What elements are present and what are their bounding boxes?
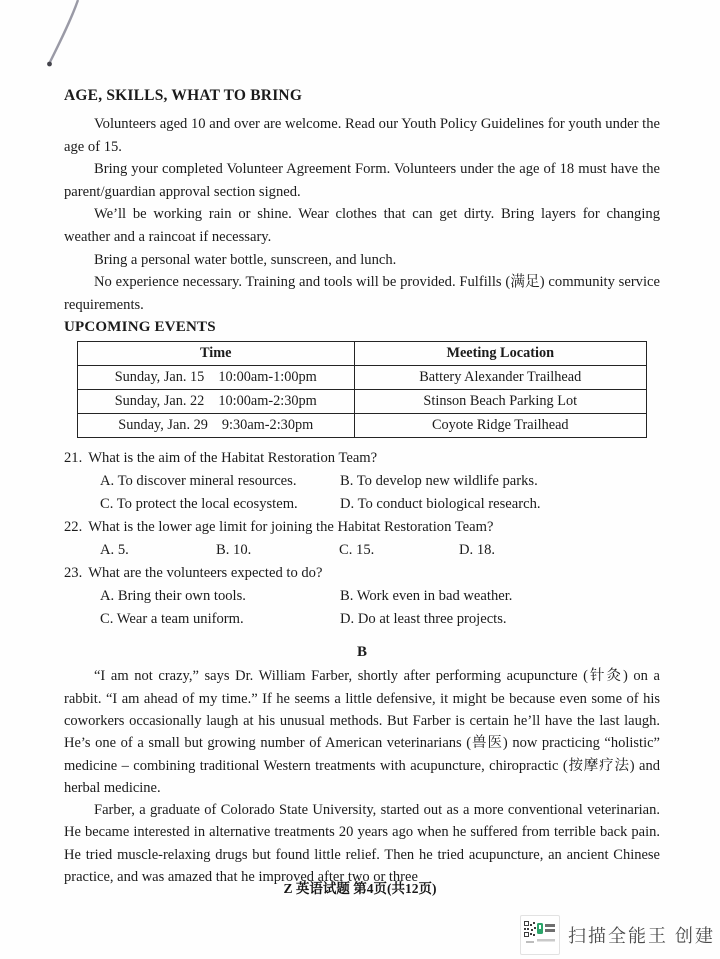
watermark-text: 扫描全能王 创建 xyxy=(568,926,716,946)
option-c: C. 15. xyxy=(339,542,375,559)
option-b: B. 10. xyxy=(216,542,252,559)
time-cell xyxy=(78,366,355,390)
table-row xyxy=(78,366,647,390)
event-time: 10:00am-2:30pm xyxy=(218,393,317,410)
section-heading: AGE, SKILLS, WHAT TO BRING xyxy=(64,87,303,104)
passage-b-label: B xyxy=(356,644,367,661)
question-text xyxy=(64,562,660,585)
event-time: 10:00am-1:00pm xyxy=(218,369,317,386)
event-date: Sunday, Jan. 29 xyxy=(118,417,208,434)
question-stem: What are the volunteers expected to do? xyxy=(88,565,323,582)
table-row xyxy=(78,390,647,414)
questions-block xyxy=(64,447,660,631)
events-heading: UPCOMING EVENTS xyxy=(64,319,216,336)
option-d: D. To conduct biological research. xyxy=(340,496,541,513)
camscanner-qr-icon xyxy=(520,915,560,955)
event-date: Sunday, Jan. 15 xyxy=(114,369,205,386)
policy-paragraph: Bring a personal water bottle, sunscreen, and lunch. xyxy=(94,251,397,268)
policy-paragraph: Bring your completed Volunteer Agreement Form. Volunteers under the age of 18 must have the parent/guardian approval section signed. xyxy=(64,161,660,200)
event-date: Sunday, Jan. 22 xyxy=(114,393,205,410)
table-row xyxy=(78,414,647,438)
time-cell xyxy=(78,414,355,438)
pen-mark xyxy=(42,0,92,74)
policy-paragraph: No experience necessary. Training and tools will be provided. Fulfills (满足) community service requirements. xyxy=(64,274,660,313)
question-number: 23. xyxy=(64,565,83,582)
question-23 xyxy=(64,562,660,631)
option-b: B. To develop new wildlife parks. xyxy=(340,473,538,490)
policy-paragraph: Volunteers aged 10 and over are welcome. Read our Youth Policy Guidelines for youth under the age of 15. xyxy=(64,116,660,155)
options xyxy=(64,470,660,516)
location-cell: Coyote Ridge Trailhead xyxy=(354,414,646,438)
camscanner-watermark xyxy=(520,915,715,955)
question-stem: What is the aim of the Habitat Restoration Team? xyxy=(88,450,378,467)
option-a: A. To discover mineral resources. xyxy=(100,473,297,490)
question-stem: What is the lower age limit for joining the Habitat Restoration Team? xyxy=(88,519,494,536)
column-header-location: Meeting Location xyxy=(354,342,646,366)
option-d: D. Do at least three projects. xyxy=(340,611,507,628)
question-22 xyxy=(64,516,660,562)
column-header-time: Time xyxy=(78,342,355,366)
event-time: 9:30am-2:30pm xyxy=(221,417,314,434)
question-text xyxy=(64,516,660,539)
option-a: A. 5. xyxy=(100,542,129,559)
page-footer: Z 英语试题 第4页(共12页) xyxy=(283,881,437,896)
option-c: C. To protect the local ecosystem. xyxy=(100,496,298,513)
passage-b-paragraph: “I am not crazy,” says Dr. William Farber, shortly after performing acupuncture (针灸) on a rabbit. “I am ahead of my time.” If he seems a little defensive, it might be because even some of his coworkers occasionally laugh at his unusual methods. But Farber is certain he’ll have the last laugh. He’s one of a small but growing number of American veterinarians (兽医) now practicing “holistic” medicine – combining traditional Western treatments with acupuncture, chiropractic (按摩疗法) and herbal medicine. xyxy=(64,668,660,796)
option-d: D. 18. xyxy=(459,542,496,559)
location-cell: Battery Alexander Trailhead xyxy=(354,366,646,390)
options xyxy=(64,585,660,631)
question-text xyxy=(64,447,660,470)
option-c: C. Wear a team uniform. xyxy=(100,611,244,628)
time-cell xyxy=(78,390,355,414)
option-a: A. Bring their own tools. xyxy=(100,588,246,605)
location-cell: Stinson Beach Parking Lot xyxy=(354,390,646,414)
policy-paragraph: We’ll be working rain or shine. Wear clothes that can get dirty. Bring layers for changing weather and a raincoat if necessary. xyxy=(64,206,660,245)
document-body xyxy=(64,86,660,888)
events-table xyxy=(77,341,647,438)
question-number: 22. xyxy=(64,519,83,536)
passage-b-paragraph: Farber, a graduate of Colorado State University, started out as a more conventional veterinarian. He became interested in alternative treatments 20 years ago when he suffered from terrible back pain. He tried muscle-relaxing drugs but found little relief. Then he tried acupuncture, an ancient Chinese practice, and was amazed that he improved after two or three xyxy=(64,802,660,886)
question-21 xyxy=(64,447,660,516)
question-number: 21. xyxy=(64,450,83,467)
table-header-row xyxy=(78,342,647,366)
options xyxy=(64,539,660,562)
option-b: B. Work even in bad weather. xyxy=(340,588,513,605)
